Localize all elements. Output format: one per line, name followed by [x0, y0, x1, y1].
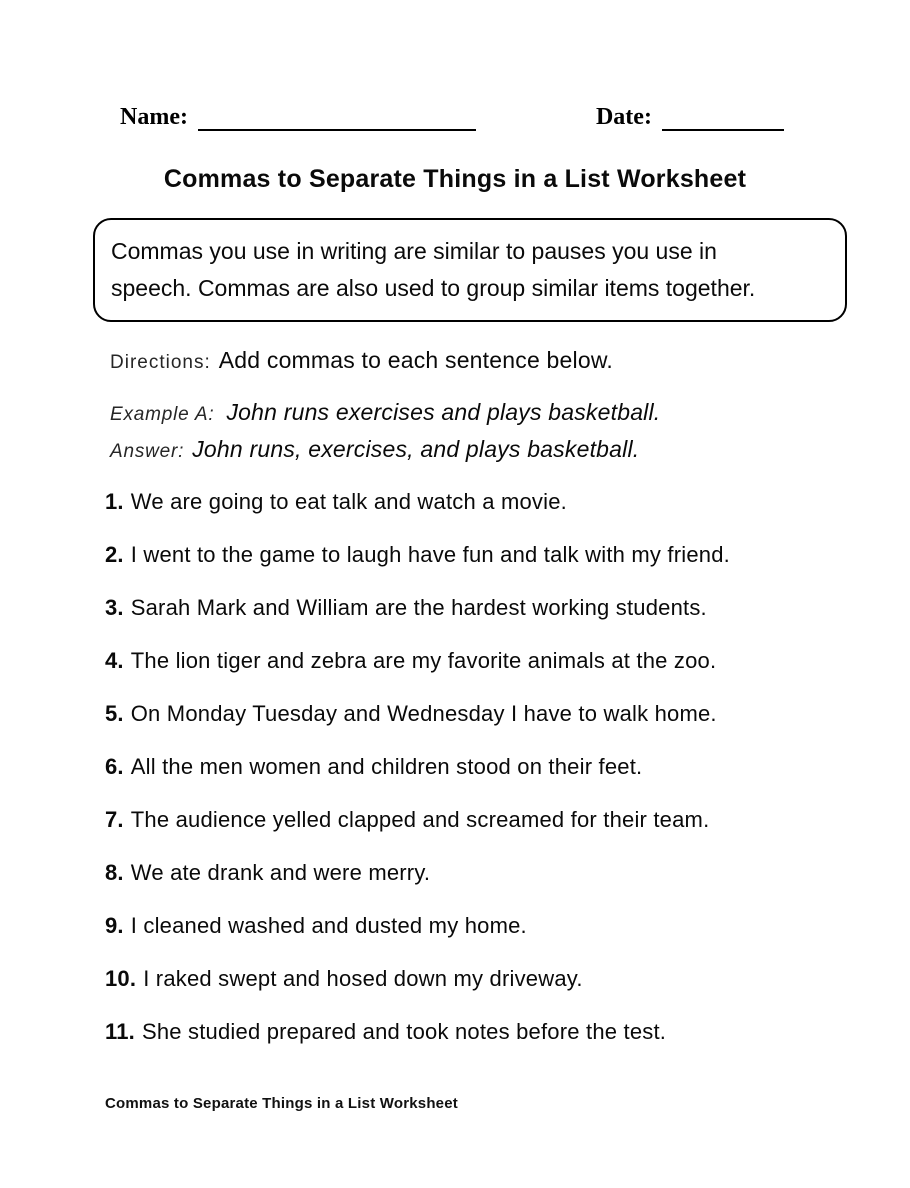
intro-line: speech. Commas are also used to group similar items together.: [111, 275, 756, 301]
question-number: 5.: [105, 701, 124, 726]
question-list: [105, 490, 880, 1073]
question-number: 8.: [105, 860, 124, 885]
question-text: She studied prepared and took notes before the test.: [141, 1019, 667, 1044]
question-item: [105, 914, 880, 937]
directions-row: [110, 347, 613, 374]
question-number: 4.: [105, 648, 124, 673]
question-item: [105, 1020, 880, 1043]
question-number: 1.: [105, 489, 124, 514]
question-item: [105, 808, 880, 831]
date-blank-line: [662, 105, 784, 131]
question-number: 2.: [105, 542, 124, 567]
page-title: Commas to Separate Things in a List Worksheet: [163, 165, 747, 193]
question-item: [105, 967, 880, 990]
directions-text: Add commas to each sentence below.: [218, 347, 613, 373]
question-text: Sarah Mark and William are the hardest working students.: [130, 595, 707, 620]
example-label: Example A:: [110, 404, 215, 425]
question-number: 9.: [105, 913, 124, 938]
question-number: 6.: [105, 754, 124, 779]
answer-row: [110, 436, 639, 463]
question-number: 10.: [105, 966, 137, 991]
name-date-row: [120, 104, 850, 131]
question-text: We ate drank and were merry.: [130, 860, 431, 885]
date-label: Date:: [595, 104, 652, 130]
question-text: I cleaned washed and dusted my home.: [130, 913, 527, 938]
intro-box: [93, 218, 847, 322]
intro-line: Commas you use in writing are similar to pauses you use in: [111, 238, 717, 264]
question-item: [105, 861, 880, 884]
question-item: [105, 702, 880, 725]
footer-title: Commas to Separate Things in a List Worksheet: [105, 1095, 458, 1112]
example-row: [110, 399, 660, 426]
question-text: We are going to eat talk and watch a movie.: [130, 489, 567, 514]
question-item: [105, 490, 880, 513]
question-number: 11.: [105, 1019, 135, 1044]
question-text: I went to the game to laugh have fun and talk with my friend.: [130, 542, 730, 567]
example-sentence: John runs exercises and plays basketball.: [226, 399, 661, 425]
name-blank-line: [198, 105, 476, 131]
question-text: I raked swept and hosed down my driveway.: [143, 966, 583, 991]
question-item: [105, 596, 880, 619]
question-text: All the men women and children stood on their feet.: [130, 754, 643, 779]
question-item: [105, 649, 880, 672]
answer-label: Answer:: [110, 441, 185, 462]
question-text: The lion tiger and zebra are my favorite animals at the zoo.: [130, 648, 717, 673]
question-text: On Monday Tuesday and Wednesday I have to walk home.: [130, 701, 717, 726]
name-label: Name:: [120, 104, 188, 130]
answer-sentence: John runs, exercises, and plays basketball.: [192, 436, 640, 462]
question-item: [105, 543, 880, 566]
question-item: [105, 755, 880, 778]
question-number: 3.: [105, 595, 124, 620]
directions-label: Directions:: [110, 352, 211, 373]
question-number: 7.: [105, 807, 124, 832]
question-text: The audience yelled clapped and screamed for their team.: [130, 807, 710, 832]
